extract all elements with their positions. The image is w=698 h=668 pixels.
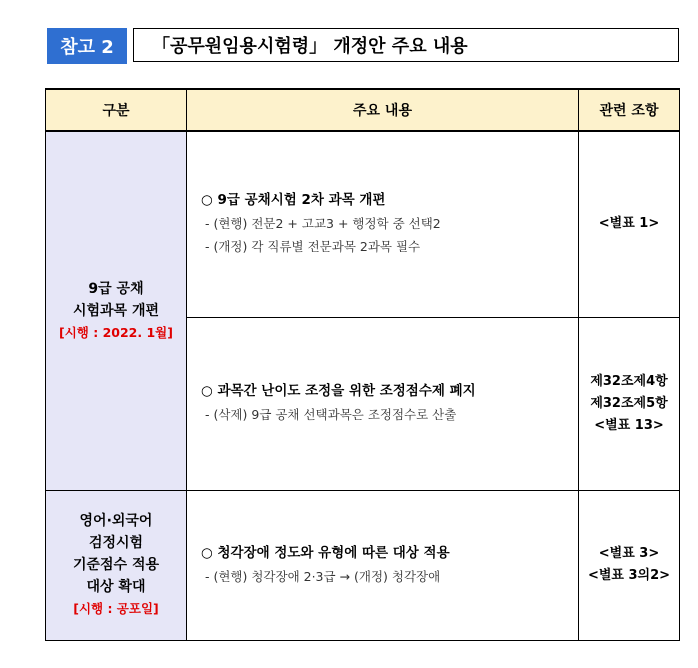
enforcement-date-note: [시행 : 2022. 1월] <box>59 324 173 340</box>
category-label: 시험과목 개편 <box>72 302 160 319</box>
column-header-category: 구분 <box>46 89 187 131</box>
table-row <box>46 131 680 317</box>
document-title: 「공무원임용시험령」 개정안 주요 내용 <box>133 28 679 62</box>
reference-clause: <별표 1> <box>598 216 660 232</box>
column-header-content: 주요 내용 <box>187 89 579 131</box>
content-sub-item: - (개정) 각 직류별 전문과목 2과목 필수 <box>205 239 421 255</box>
reference-clause: 제32조제5항 <box>590 395 668 411</box>
content-sub-item: - (현행) 전문2 + 고교3 + 행정학 중 선택2 <box>205 216 441 232</box>
reference-clause: <별표 3의2> <box>587 568 671 583</box>
category-label: 검정시험 <box>88 535 144 551</box>
category-label: 기준점수 적용 <box>72 557 160 573</box>
column-header-reference: 관련 조항 <box>579 89 680 131</box>
reference-cell <box>579 317 680 490</box>
content-main-item: ○ 9급 공채시험 2차 과목 개편 <box>201 192 386 209</box>
summary-table <box>45 88 680 641</box>
table-row <box>46 490 680 640</box>
reference-clause: <별표 13> <box>594 417 664 433</box>
reference-cell <box>579 131 680 317</box>
reference-clause: 제32조제4항 <box>590 373 668 389</box>
content-cell <box>187 317 579 490</box>
content-sub-item: - (삭제) 9급 공채 선택과목은 조정점수로 산출 <box>205 407 457 422</box>
category-label: 영어·외국어 <box>79 513 153 529</box>
enforcement-date-note: [시행 : 공포일] <box>73 601 159 616</box>
content-cell <box>187 490 579 640</box>
reference-clause: <별표 3> <box>598 546 660 561</box>
category-label: 대상 확대 <box>86 579 146 595</box>
content-sub-item: - (현행) 청각장애 2·3급 → (개정) 청각장애 <box>205 568 441 584</box>
table-header-row <box>46 89 680 131</box>
content-cell <box>187 131 579 317</box>
category-cell-exam-subjects <box>46 131 187 490</box>
reference-badge: 참고 2 <box>47 28 127 64</box>
document-header <box>47 28 679 64</box>
category-cell-language-test <box>46 490 187 640</box>
reference-cell <box>579 490 680 640</box>
content-main-item: ○ 청각장애 정도와 유형에 따른 대상 적용 <box>201 544 450 561</box>
category-label: 9급 공채 <box>88 280 144 297</box>
content-main-item: ○ 과목간 난이도 조정을 위한 조정점수제 폐지 <box>201 383 476 399</box>
